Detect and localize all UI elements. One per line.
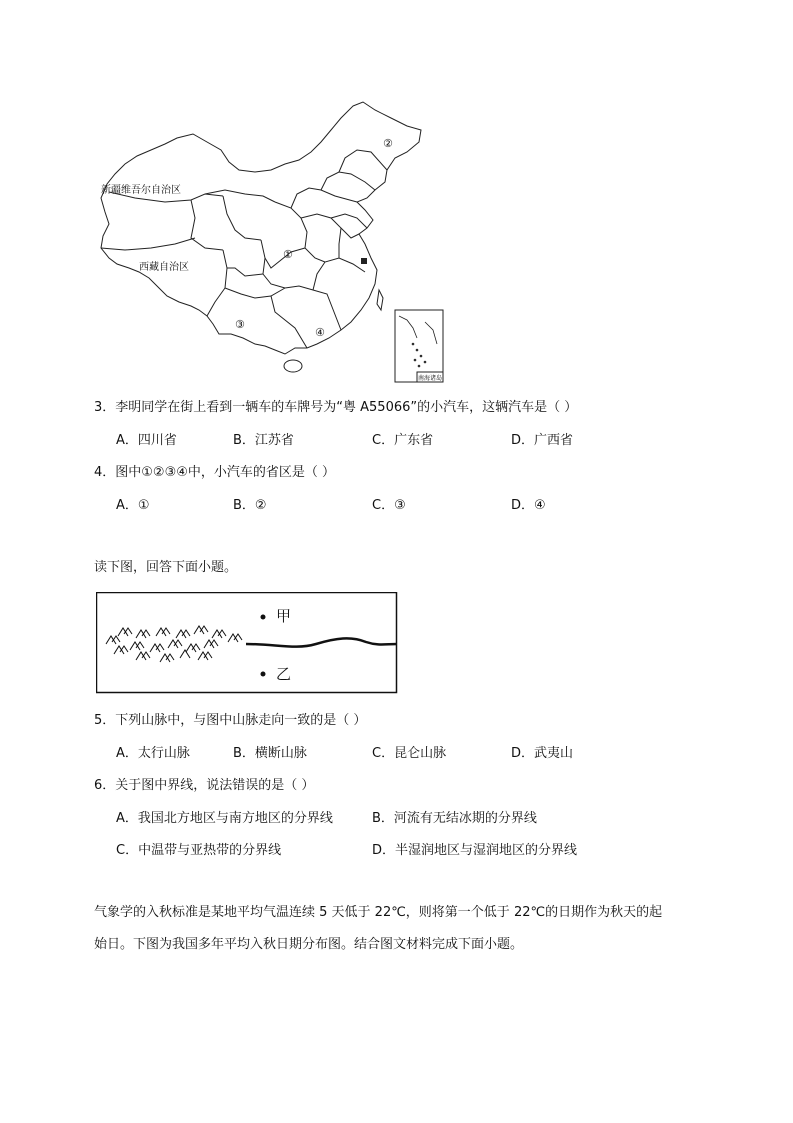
marker-2: ② xyxy=(383,137,393,150)
china-map xyxy=(95,98,455,388)
label-jia: 甲 xyxy=(276,607,292,625)
q4-option-a[interactable]: A．① xyxy=(116,498,150,513)
q3-option-a[interactable]: A．四川省 xyxy=(116,433,177,448)
q4-option-d[interactable]: D．④ xyxy=(511,498,546,513)
label-yi: 乙 xyxy=(276,665,292,683)
intro-3-line-1: 气象学的入秋标准是某地平均气温连续 5 天低于 22℃，则将第一个低于 22℃的日期作为秋天的起 xyxy=(94,905,663,920)
q6-option-b[interactable]: B．河流有无结冰期的分界线 xyxy=(372,811,537,826)
q5-option-c[interactable]: C．昆仑山脉 xyxy=(372,746,447,761)
q6-option-c[interactable]: C．中温带与亚热带的分界线 xyxy=(116,843,282,858)
label-xinjiang: 新疆维吾尔自治区 xyxy=(101,185,181,196)
q4-stem: 4．图中①②③④中，小汽车的省区是（ ） xyxy=(94,465,336,480)
label-xizang: 西藏自治区 xyxy=(139,262,189,273)
q3-option-b[interactable]: B．江苏省 xyxy=(233,433,294,448)
q6-option-d[interactable]: D．半湿润地区与湿润地区的分界线 xyxy=(372,843,578,858)
intro-2: 读下图，回答下面小题。 xyxy=(94,560,238,575)
q5-option-d[interactable]: D．武夷山 xyxy=(511,746,574,761)
q6-option-a[interactable]: A．我国北方地区与南方地区的分界线 xyxy=(116,811,333,826)
q5-stem: 5．下列山脉中，与图中山脉走向一致的是（ ） xyxy=(94,713,367,728)
q5-option-b[interactable]: B．横断山脉 xyxy=(233,746,307,761)
q3-stem: 3．李明同学在街上看到一辆车的车牌号为“粤 A55066”的小汽车，这辆汽车是（ ） xyxy=(94,400,578,415)
inset-label: 南海诸岛 xyxy=(417,375,443,382)
south-china-sea-inset xyxy=(395,310,443,382)
intro-3-line-2: 始日。下图为我国多年平均入秋日期分布图。结合图文材料完成下面小题。 xyxy=(94,937,524,952)
q3-option-c[interactable]: C．广东省 xyxy=(372,433,434,448)
shanghai-mark xyxy=(361,258,367,264)
marker-1: ① xyxy=(283,248,293,261)
figure-mountain-boundary xyxy=(96,592,398,694)
q3-option-d[interactable]: D．广西省 xyxy=(511,433,574,448)
q6-stem: 6．关于图中界线，说法错误的是（ ） xyxy=(94,778,315,793)
figure-2-drawing xyxy=(96,592,398,694)
q4-option-c[interactable]: C．③ xyxy=(372,498,406,513)
point-jia xyxy=(261,615,266,620)
q5-option-a[interactable]: A．太行山脉 xyxy=(116,746,190,761)
q4-option-b[interactable]: B．② xyxy=(233,498,267,513)
point-yi xyxy=(261,672,266,677)
china-outline xyxy=(101,102,421,354)
marker-4: ④ xyxy=(315,326,325,339)
china-map-drawing xyxy=(95,98,455,388)
marker-3: ③ xyxy=(235,318,245,331)
